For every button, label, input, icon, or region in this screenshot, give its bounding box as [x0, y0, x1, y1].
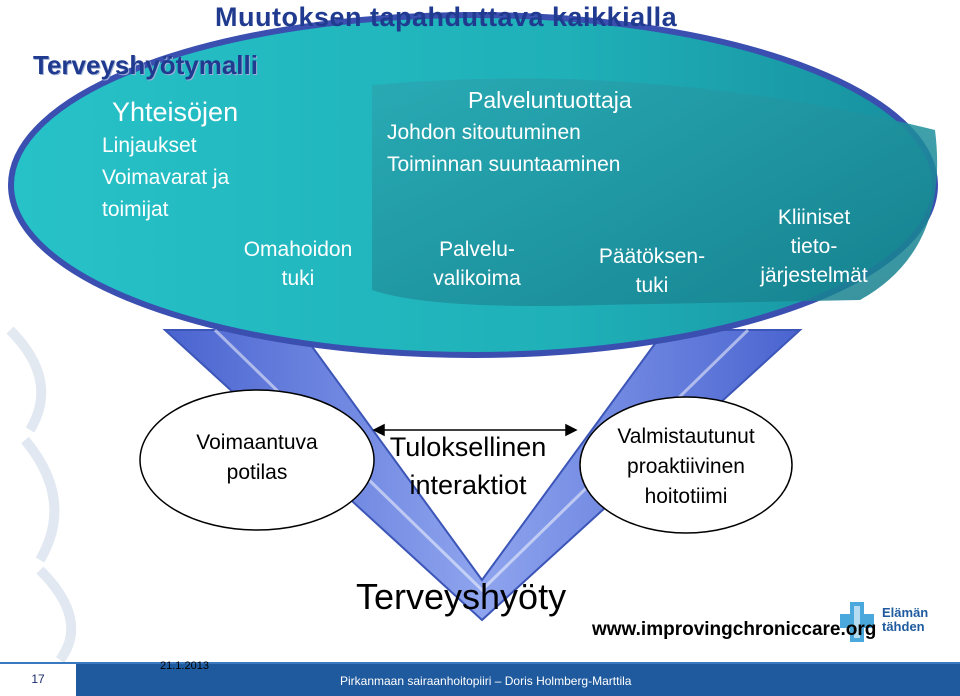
service-selection-line-2: valikoima	[433, 267, 521, 290]
interaction-line-2: interaktiot	[409, 470, 527, 500]
patient-line-1: Voimaantuva	[196, 431, 318, 454]
logo-text	[882, 606, 928, 634]
decision-support-label	[582, 242, 722, 300]
clinical-info-line-3: järjestelmät	[760, 264, 868, 287]
team-line-3: hoitotiimi	[644, 485, 728, 508]
result-label: Terveyshyöty	[356, 576, 567, 617]
clinical-info-line-2: tieto-	[790, 235, 838, 258]
service-selection-line-1: Palvelu-	[439, 238, 515, 261]
provider-title: Palveluntuottaja	[468, 87, 632, 113]
service-selection-label	[412, 235, 542, 293]
team-line-2: proaktiivinen	[627, 455, 745, 478]
clinical-info-line-1: Kliiniset	[777, 206, 851, 229]
logo-text-line-1: Elämän	[882, 605, 929, 620]
model-title: Terveyshyötymalli	[33, 50, 258, 80]
self-management-line-1: Omahoidon	[243, 238, 353, 261]
patient-line-2: potilas	[226, 461, 288, 484]
community-line-3: toimijat	[102, 198, 169, 221]
provider-line-1: Johdon sitoutuminen	[387, 121, 581, 144]
provider-line-2: Toiminnan suuntaaminen	[387, 153, 621, 176]
footer-text: Pirkanmaan sairaanhoitopiiri – Doris Holmberg-Marttila	[340, 674, 632, 688]
decision-support-line-2: tuki	[635, 274, 669, 297]
page-number: 17	[31, 672, 45, 686]
team-line-1: Valmistautunut	[617, 425, 755, 448]
interaction-line-1: Tuloksellinen	[389, 432, 547, 462]
community-title: Yhteisöjen	[112, 97, 239, 127]
logo-text-line-2: tähden	[882, 619, 925, 634]
team-label	[584, 422, 788, 512]
decision-support-line-1: Päätöksen-	[598, 245, 706, 268]
community-line-1: Linjaukset	[102, 134, 197, 157]
decorative-swirl	[10, 330, 71, 660]
self-management-line-2: tuki	[281, 267, 315, 290]
page-heading: Muutoksen tapahduttava kaikkialla	[215, 2, 678, 32]
footer-date: 21.1.2013	[160, 660, 209, 672]
community-line-2: Voimavarat ja	[102, 166, 230, 189]
interaction-label	[358, 428, 578, 504]
self-management-label	[226, 235, 370, 293]
clinical-info-label	[722, 203, 906, 290]
website-link[interactable]: www.improvingchroniccare.org	[592, 619, 877, 640]
patient-label	[160, 428, 354, 488]
